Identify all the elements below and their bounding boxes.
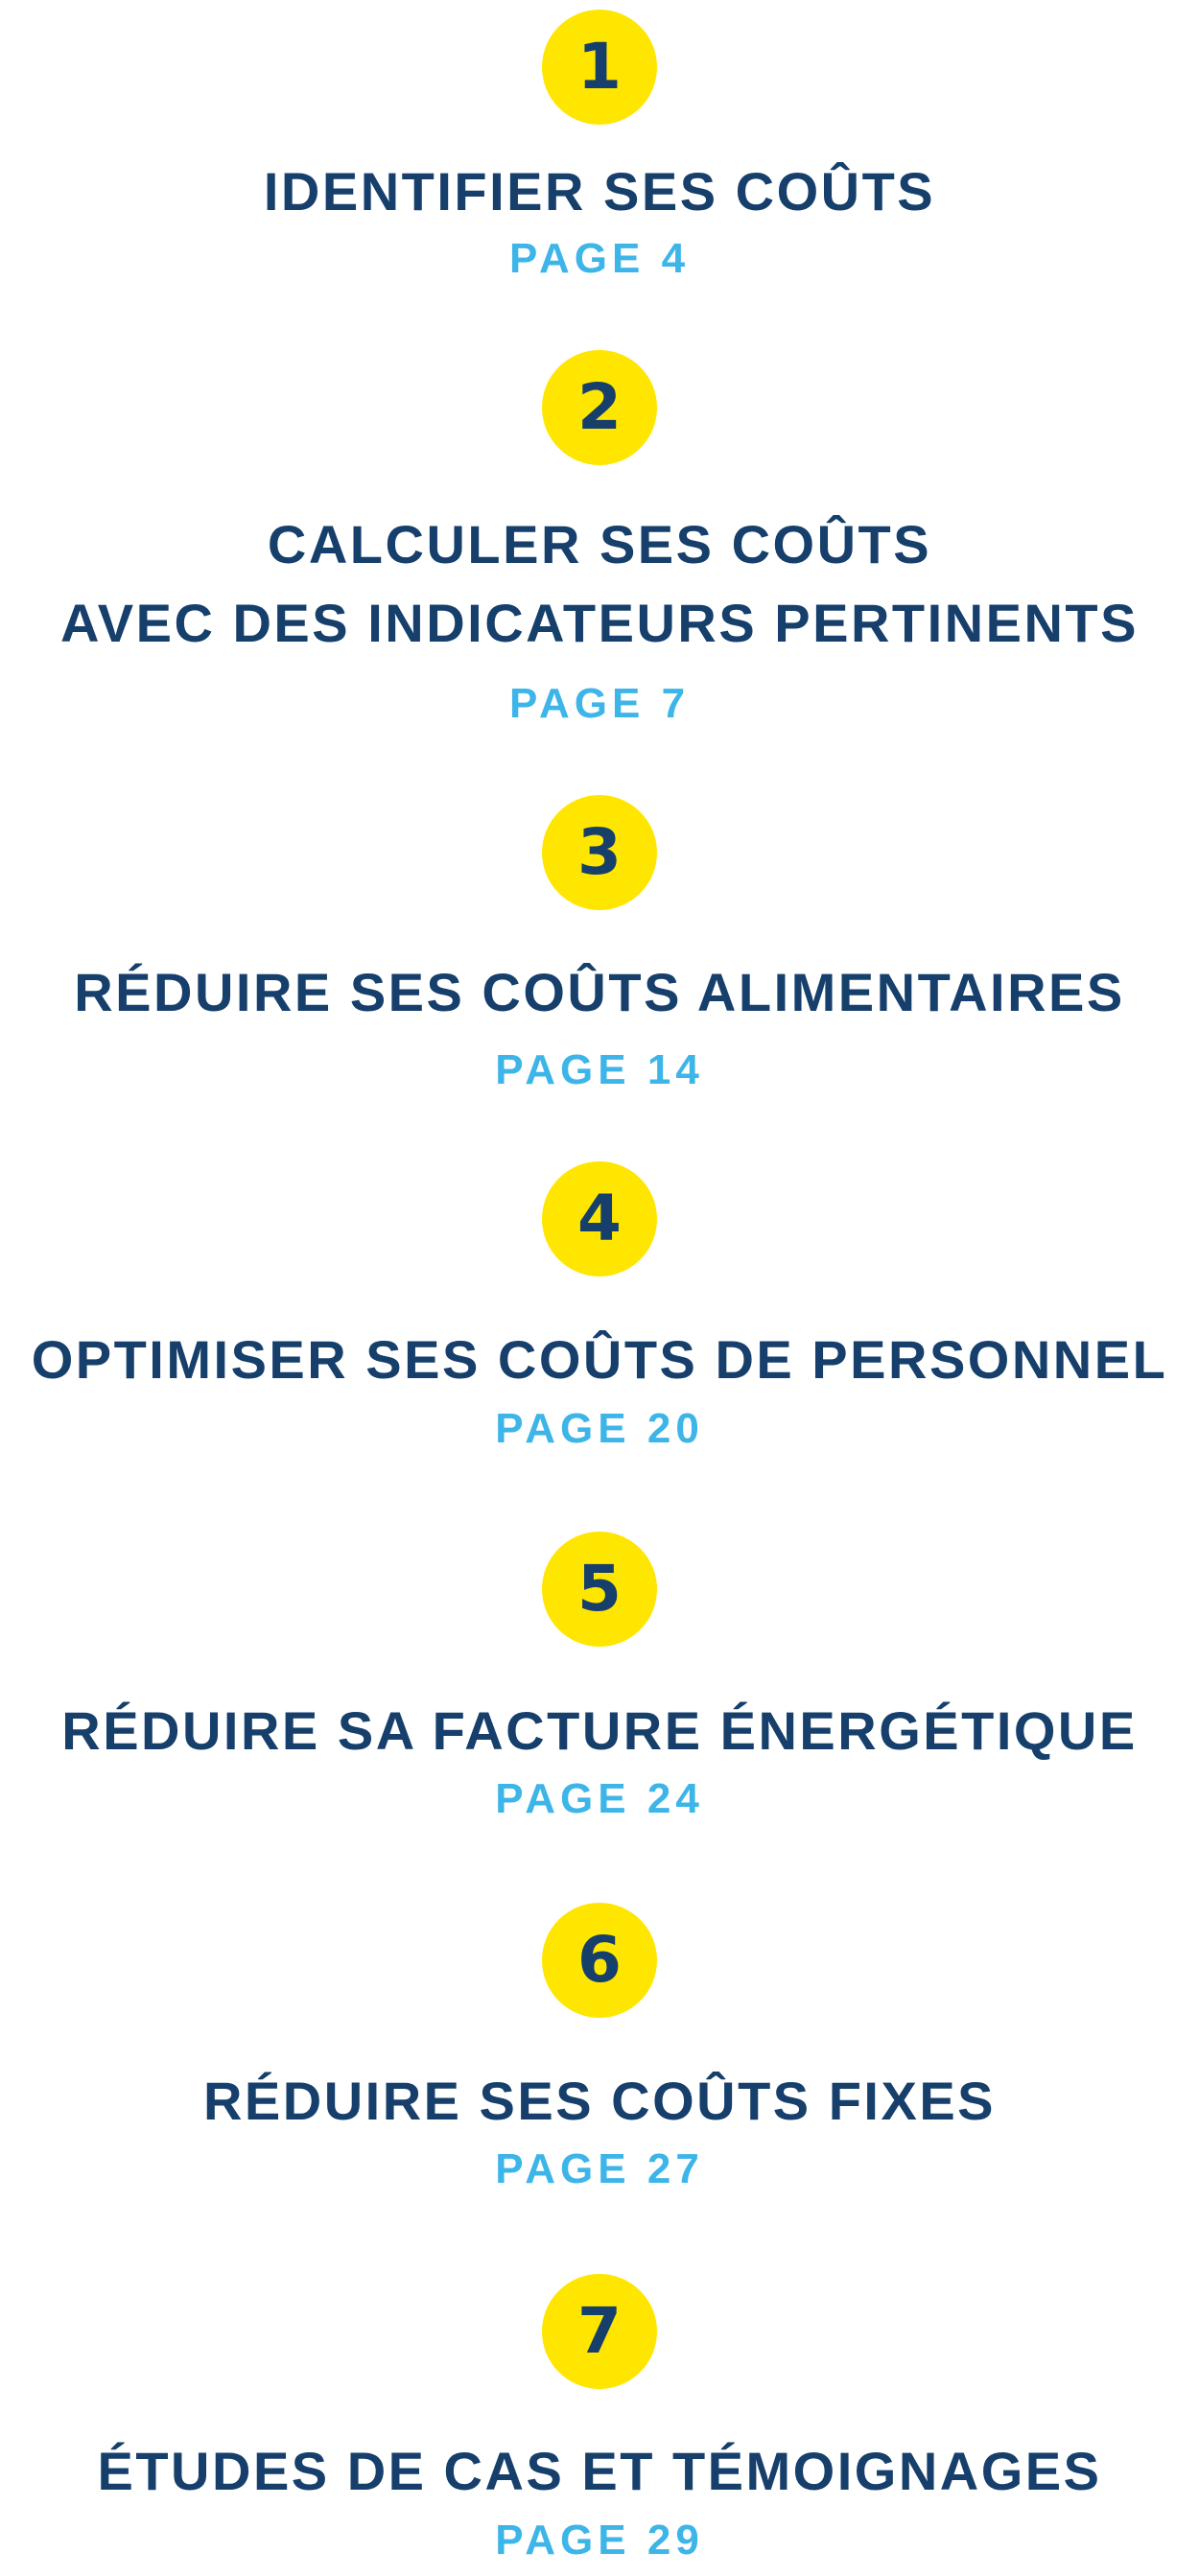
section-title[interactable] (0, 1321, 1199, 1399)
section-title[interactable] (0, 152, 1199, 231)
section-title-line: RÉDUIRE SA FACTURE ÉNERGÉTIQUE (61, 1700, 1138, 1761)
section-number-badge: 4 (542, 1161, 657, 1276)
section-title-line: RÉDUIRE SES COÛTS FIXES (202, 2071, 997, 2131)
section-page-ref[interactable]: PAGE 7 (508, 680, 691, 727)
section-title[interactable] (0, 953, 1199, 1032)
section-number-badge: 5 (542, 1532, 657, 1647)
section-title[interactable] (0, 2062, 1199, 2141)
section-title[interactable] (0, 2432, 1199, 2511)
section-page-ref[interactable]: PAGE 14 (495, 1046, 704, 1093)
section-title-line: IDENTIFIER SES COÛTS (263, 161, 936, 222)
section-number-badge: 3 (542, 795, 657, 910)
section-number-badge: 7 (542, 2274, 657, 2389)
section-number-badge: 2 (542, 350, 657, 465)
section-page-ref[interactable]: PAGE 20 (495, 1405, 704, 1452)
section-page-ref[interactable]: PAGE 24 (495, 1775, 704, 1822)
section-page-ref[interactable]: PAGE 4 (508, 235, 691, 282)
section-title-line: AVEC DES INDICATEURS PERTINENTS (60, 593, 1139, 653)
section-page-ref[interactable]: PAGE 27 (495, 2145, 704, 2192)
section-title-line: OPTIMISER SES COÛTS DE PERSONNEL (31, 1329, 1168, 1390)
section-page-ref[interactable]: PAGE 29 (495, 2517, 704, 2564)
section-title-line: RÉDUIRE SES COÛTS ALIMENTAIRES (74, 962, 1125, 1022)
section-number-badge: 6 (542, 1903, 657, 2018)
section-title-line: CALCULER SES COÛTS (267, 514, 932, 574)
section-number-badge: 1 (542, 10, 657, 125)
section-title-line: ÉTUDES DE CAS ET TÉMOIGNAGES (97, 2441, 1102, 2501)
section-title[interactable] (0, 1692, 1199, 1770)
section-title[interactable] (0, 505, 1199, 663)
